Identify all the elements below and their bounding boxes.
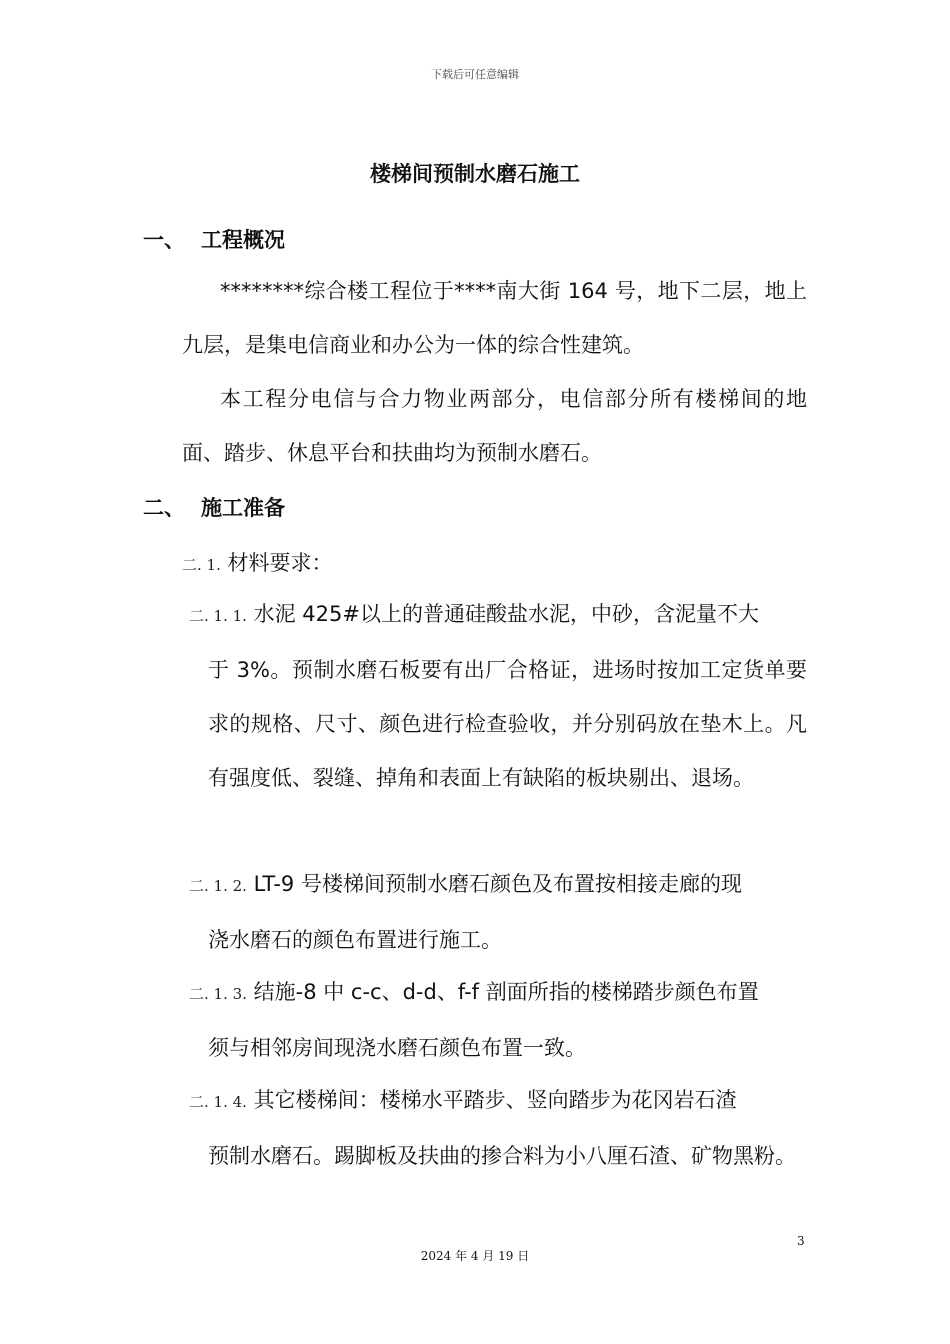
page-number: 3: [797, 1234, 805, 1248]
list-item-number: 二. 1. 1.: [189, 607, 247, 625]
section-number: 一、: [143, 228, 185, 252]
section-title: 施工准备: [201, 496, 285, 520]
list-item-number: 二. 1. 2.: [189, 877, 247, 895]
subsection-heading: [182, 547, 333, 577]
list-item-first-line: 二. 1. 1. 水泥 425#以上的普通硅酸盐水泥，中砂，含泥量不大: [189, 602, 759, 626]
list-item-first-line: 二. 1. 3. 结施-8 中 c-c、d-d、f-f 剖面所指的楼梯踏步颜色布置: [189, 980, 759, 1004]
section-number: 二、: [143, 496, 185, 520]
list-item-text: 须与相邻房间现浇水磨石颜色布置一致。: [208, 1036, 586, 1060]
subsection-number: 二. 1.: [182, 556, 221, 574]
list-item: [189, 587, 807, 805]
subsection-title: 材料要求：: [227, 551, 333, 575]
list-item-text: 于 3%。预制水磨石板要有出厂合格证，进场时按加工定货单要求的规格、尺寸、颜色进行检查验收，并分别码放在垫木上。凡有强度低、裂缝、掉角和表面上有缺陷的板块剔出、退场。: [208, 658, 807, 790]
list-item-first-line: 二. 1. 4. 其它楼梯间：楼梯水平踏步、竖向踏步为花冈岩石渣: [189, 1088, 737, 1112]
paragraph-overview-1: ********综合楼工程位于****南大街 164 号，地下二层，地上九层，是集电信商业和办公为一体的综合性建筑。: [182, 279, 807, 357]
list-item-number: 二. 1. 4.: [189, 1093, 247, 1111]
section-heading-1: [143, 224, 285, 254]
list-item-number: 二. 1. 3.: [189, 985, 247, 1003]
list-item: [189, 857, 807, 967]
section-title: 工程概况: [201, 228, 285, 252]
page-header: 下载后可任意编辑: [431, 68, 519, 81]
footer-date: 2024 年 4 月 19 日: [420, 1249, 530, 1263]
paragraph-overview-2: 本工程分电信与合力物业两部分，电信部分所有楼梯间的地面、踏步、休息平台和扶曲均为预制水磨石。: [182, 387, 807, 465]
list-item: [189, 1073, 807, 1183]
document-title: 楼梯间预制水磨石施工: [370, 162, 580, 186]
list-item: [189, 965, 807, 1075]
list-item-text: 浇水磨石的颜色布置进行施工。: [208, 928, 502, 952]
section-heading-2: [143, 492, 285, 522]
list-item-first-line: 二. 1. 2. LT-9 号楼梯间预制水磨石颜色及布置按相接走廊的现: [189, 872, 742, 896]
list-item-text: 预制水磨石。踢脚板及扶曲的掺合料为小八厘石渣、矿物黑粉。: [208, 1144, 796, 1168]
